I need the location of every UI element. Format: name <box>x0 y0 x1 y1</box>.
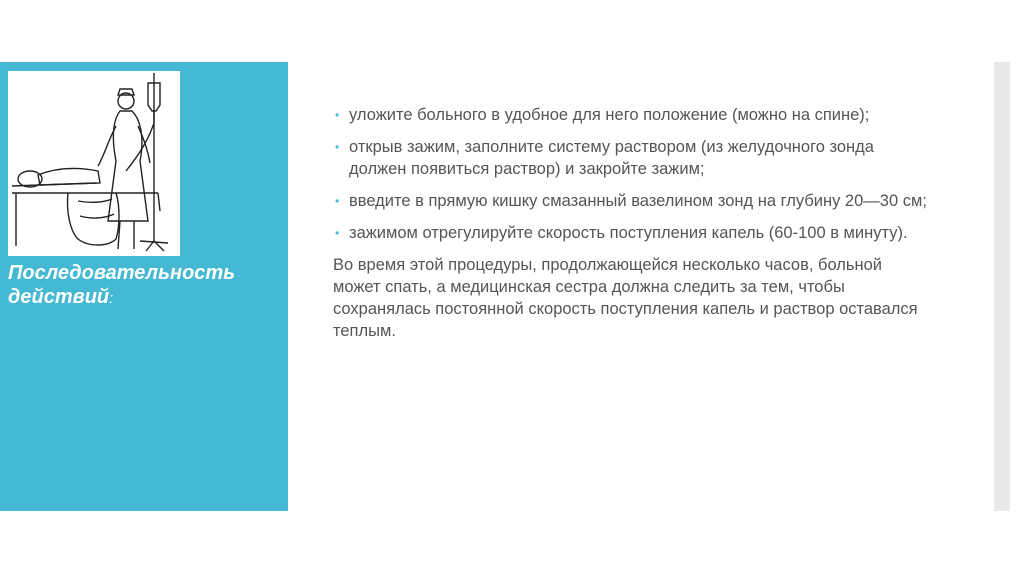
slide <box>0 62 994 511</box>
left-accent-panel <box>0 62 288 511</box>
content-area <box>333 104 933 342</box>
bullet-list <box>333 104 933 244</box>
nurse-patient-drip-illustration <box>8 71 180 256</box>
bullet-icon: • <box>335 108 340 122</box>
list-item <box>333 222 933 244</box>
list-item <box>333 136 933 180</box>
body-paragraph: Во время этой процедуры, продолжающейся несколько часов, больной может спать, а медицинская сестра должна следить за тем, чтобы сохранялась постоянной скорость поступления капель и раствор оставался теплым. <box>333 256 918 340</box>
section-title-colon: : <box>109 290 114 307</box>
list-item-text: уложите больного в удобное для него положение (можно на спине); <box>349 106 870 124</box>
list-item-text: введите в прямую кишку смазанный вазелином зонд на глубину 20—30 см; <box>349 192 927 210</box>
illustration-drawing <box>8 71 180 256</box>
section-title <box>8 261 278 311</box>
list-item-text: зажимом отрегулируйте скорость поступления капель (60-100 в минуту). <box>349 224 908 242</box>
bullet-icon: • <box>335 140 340 154</box>
list-item <box>333 190 933 212</box>
bullet-icon: • <box>335 226 340 240</box>
right-scroll-strip <box>994 62 1010 511</box>
list-item <box>333 104 933 126</box>
list-item-text: открыв зажим, заполните систему раствором (из желудочного зонда должен появиться раствор) и закройте зажим; <box>349 138 874 178</box>
section-title-text: Последовательность действий <box>8 262 236 308</box>
bullet-icon: • <box>335 194 340 208</box>
nurse-body <box>108 111 148 221</box>
